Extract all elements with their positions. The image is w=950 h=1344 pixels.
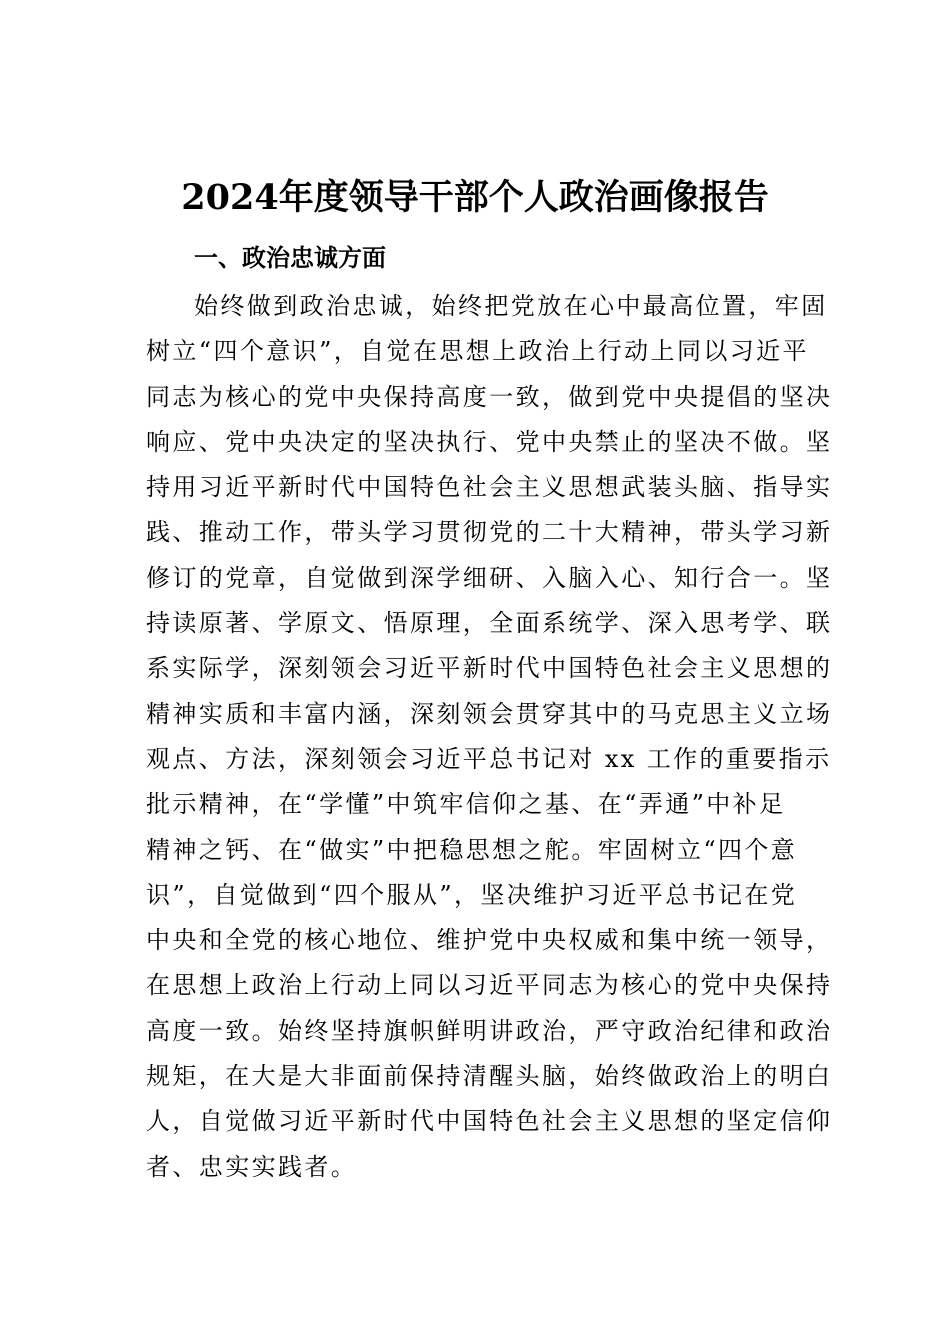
paragraph-line: 响应、党中央决定的坚决执行、党中央禁止的坚决不做。坚 [146, 427, 833, 456]
paragraph-line: 在思想上政治上行动上同以习近平同志为核心的党中央保持 [146, 971, 833, 1000]
paragraph-line: 持读原著、学原文、悟原理，全面系统学、深入思考学、联 [146, 609, 833, 638]
paragraph-line: 精神之钙、在“做实”中把稳思想之舵。牢固树立“四个意 [146, 835, 798, 864]
section-heading: 一、政治忠诚方面 [194, 244, 386, 272]
paragraph-line: 高度一致。始终坚持旗帜鲜明讲政治，严守政治纪律和政治 [146, 1016, 833, 1045]
paragraph-line: 识”，自觉做到“四个服从”，坚决维护习近平总书记在党 [146, 880, 798, 909]
paragraph-line: 系实际学，深刻领会习近平新时代中国特色社会主义思想的 [146, 654, 833, 683]
paragraph-line: 人，自觉做习近平新时代中国特色社会主义思想的坚定信仰 [146, 1107, 833, 1136]
paragraph-line: 中央和全党的核心地位、维护党中央权威和集中统一领导， [146, 926, 833, 955]
paragraph-line: 批示精神，在“学懂”中筑牢信仰之基、在“弄通”中补足 [146, 790, 786, 819]
document-title: 2024年度领导干部个人政治画像报告 [181, 177, 769, 218]
paragraph-line: 观点、方法，深刻领会习近平总书记对 xx 工作的重要指示 [146, 744, 832, 773]
paragraph-line: 修订的党章，自觉做到深学细研、入脑入心、知行合一。坚 [146, 563, 833, 592]
body-paragraph [146, 284, 833, 1190]
paragraph-line: 规矩，在大是大非面前保持清醒头脑，始终做政治上的明白 [146, 1062, 833, 1091]
paragraph-line: 同志为核心的党中央保持高度一致，做到党中央提倡的坚决 [146, 382, 833, 411]
paragraph-line: 者、忠实实践者。 [146, 1152, 358, 1181]
paragraph-line: 树立“四个意识”，自觉在思想上政治上行动上同以习近平 [146, 337, 809, 366]
paragraph-line: 持用习近平新时代中国特色社会主义思想武装头脑、指导实 [146, 473, 833, 502]
paragraph-line: 始终做到政治忠诚，始终把党放在心中最高位置，牢固 [194, 292, 828, 320]
paragraph-line: 践、推动工作，带头学习贯彻党的二十大精神，带头学习新 [146, 518, 833, 547]
paragraph-line: 精神实质和丰富内涵，深刻领会贯穿其中的马克思主义立场 [146, 699, 833, 728]
